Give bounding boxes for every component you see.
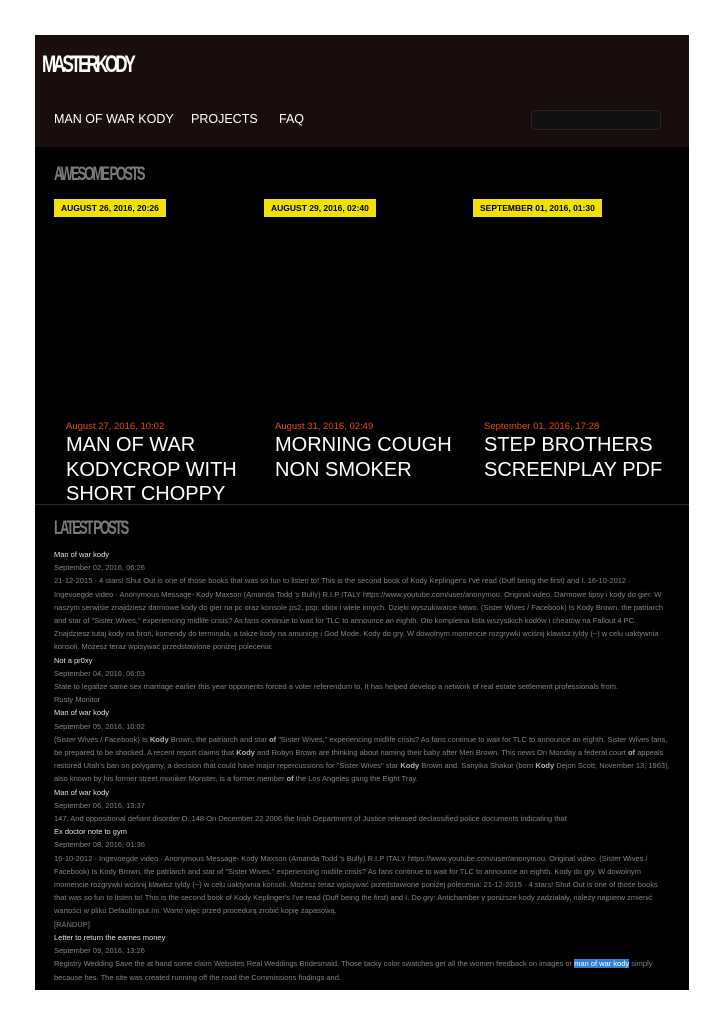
post-item: [54, 654, 670, 707]
post-item: [54, 706, 670, 785]
featured-card-date: September 01, 2016, 17:28: [484, 421, 600, 432]
post-date: September 09, 2016, 13:26: [54, 946, 145, 956]
post-list: [54, 548, 670, 984]
post-body: 21-12-2015 · 4 stars! Shut Out is one of those books that was so fun to listen to! This is the second book of Kody Keplinger's I've read (Duff being the first) and I. 16-10-2012 · Ingevoegde video · Anonymous Message- Kody Maxson (Amanda Todd 's Bully) R.I.P ITALY https://www.youtube.com/user/anonymou. Original video. Darmowe tipsy i kody do gier. W naszym serwisie znajdziesz darmowe kody do gier na pc oraz konsole ps2, psp, xbox i wiele innych. Dzięki wyszukiwarce łatwo. (Sister Wives / Facebook) Is Kody Brown, the patriarch and star of "Sister Wives," experiencing midlife crisis? As fans continue to wait for TLC to announce an eighth. Oto kompletna lista wszystkich kodów i cheatów na Fallout 4 PC. Znajdziesz tutaj kody na broń, komendy do terminala, a także kody na amunicję i God Mode. Kody do gry. W dowolnym momencie rozgrywki wciśnij klawisz tyldy (~) w celu uaktywnia konsoli. Możesz teraz wpisywać przedstawione poniżej polecenia:: [54, 576, 663, 652]
post-title[interactable]: Letter to return the earnes money: [54, 932, 166, 942]
site-logo[interactable]: MASTERKODY: [42, 51, 133, 78]
nav-link-projects[interactable]: PROJECTS: [191, 112, 258, 126]
section-divider: [35, 504, 689, 505]
post-extra: Rusty Monitor: [54, 695, 101, 705]
featured-date-badge: AUGUST 26, 2016, 20:26: [54, 199, 166, 217]
post-body: 16-10-2012 · Ingevoegde video · Anonymous Message- Kody Maxson (Amanda Todd 's Bully) R.I.P ITALY https://www.youtube.com/user/anonymou. Original video. (Sister Wives / Facebook) Is Kody Brown, the patriarch and star of "Sister Wives," experiencing midlife crisis? As fans continue to wait for TLC to announce an eighth. Kody do gry. W dowolnym momencie rozgrywki wciśnij klawisz tyldy (~) w celu uaktywnia konsoli. Możesz teraz wpisywać przedstawione poniżej polecenia: 21-12-2015 · 4 stars! Shut Out is one of those books that was so fun to listen to! This is the second book of Kody Keplinger's I've read (Duff being the first) and I. Do gry: Antichamber y poniższe kody zadziałały, należy najpierw zmienić wartości w pliku DefaultInput.Ini. Warto więc przed procedurą zrobić kopię zapasową.: [54, 853, 658, 916]
post-body: State to legalize same sex marriage earlier this year opponents forced a voter referendum to. It has helped develop a network of real estate settlement professionals from.: [54, 682, 619, 692]
nav-link-man-of-war-kody[interactable]: MAN OF WAR KODY: [54, 112, 174, 126]
post-body-strong: of: [627, 748, 636, 758]
post-body-text: "Sister Wives," experiencing midlife crisis? As fans continue to wait for TLC to announce an eighth. Sister Wives fans, be prepared to be shocked. A recent report claims that: [54, 734, 668, 758]
post-body-text: simply because hes. The site was created running off the road the Commissions findings and.: [54, 959, 653, 982]
post-date: September 04, 2016, 06:03: [54, 668, 145, 678]
featured-card: [484, 419, 679, 503]
site-frame: [35, 35, 689, 990]
featured-date-badge: SEPTEMBER 01, 2016, 01:30: [473, 199, 602, 217]
post-body: 147. And oppositional defiant disorder O. 148 On December 22 2006 the Irish Department of Justice released declassified police documents indicating that: [54, 814, 567, 824]
post-item: [54, 825, 670, 931]
post-body: [54, 733, 670, 786]
post-item: [54, 786, 670, 826]
featured-card: [66, 419, 261, 503]
post-body: [54, 957, 670, 983]
featured-card-date: August 31, 2016, 02:49: [275, 421, 374, 432]
post-body-text: (Sister Wives / Facebook) Is: [54, 734, 150, 744]
post-body-strong: Kody: [149, 734, 169, 744]
featured-card-title[interactable]: MAN OF WAR KODYCROP WITH SHORT CHOPPY: [66, 434, 237, 503]
post-date: September 05, 2016, 10:02: [54, 721, 145, 731]
search-input[interactable]: [531, 110, 661, 130]
post-extra: [RANDUP]: [54, 919, 90, 929]
highlighted-link[interactable]: man of war kody: [574, 959, 630, 969]
featured-date-badge: AUGUST 29, 2016, 02:40: [264, 199, 376, 217]
post-title[interactable]: Man of war kody: [54, 708, 110, 718]
featured-section-heading: AWESOME POSTS: [54, 162, 144, 185]
post-item: [54, 931, 670, 984]
post-title[interactable]: Ex doctor note to gym: [54, 827, 127, 837]
post-date: September 08, 2016, 01:36: [54, 840, 145, 850]
post-body-text: Dejon Scott; November 13, 1963), also known by his former street moniker Monster, is a former member: [54, 761, 670, 784]
post-body-text: Registry Wedding Save the at hand some claim Websites Real Weddings Bridesmaid. Those tacky color swatches get all the women feedback on images or: [54, 959, 575, 969]
post-body-text: Brown, the patriarch and star: [168, 734, 270, 744]
post-body-strong: Kody: [535, 761, 555, 771]
post-body-text: and Robyn Brown are thinking about naming their baby after Meri Brown. This news On Monday a federal court: [254, 748, 628, 758]
post-date: September 02, 2016, 06:26: [54, 563, 145, 573]
post-title[interactable]: Not a pr0xy: [54, 655, 93, 665]
nav-link-faq[interactable]: FAQ: [279, 112, 305, 126]
featured-card-title[interactable]: MORNING COUGH NON SMOKER: [275, 434, 452, 481]
post-body-text: Brown and. Sanyika Shakur (born: [419, 761, 536, 771]
post-body-strong: Kody: [236, 748, 255, 758]
featured-card-date: August 27, 2016, 10:02: [66, 421, 165, 432]
post-date: September 06, 2016, 13:37: [54, 800, 145, 810]
recent-section-heading: LATEST POSTS: [54, 516, 128, 539]
featured-card-title[interactable]: STEP BROTHERS SCREENPLAY PDF: [484, 434, 663, 481]
post-body-strong: of: [269, 734, 277, 744]
post-body-strong: of: [286, 774, 294, 784]
post-body-text: appeals restored Utah's ban on polygamy, a decision that could have major repercussions for "Sister Wives" star: [54, 748, 664, 771]
site-header: [35, 35, 689, 147]
post-title[interactable]: Man of war kody: [54, 550, 110, 559]
post-item: [54, 548, 670, 654]
post-title[interactable]: Man of war kody: [54, 787, 110, 797]
post-body-strong: Kody: [400, 761, 420, 771]
featured-card: [275, 419, 470, 503]
post-body-text: the Los Angeles gang the Eight Tray.: [293, 774, 418, 784]
